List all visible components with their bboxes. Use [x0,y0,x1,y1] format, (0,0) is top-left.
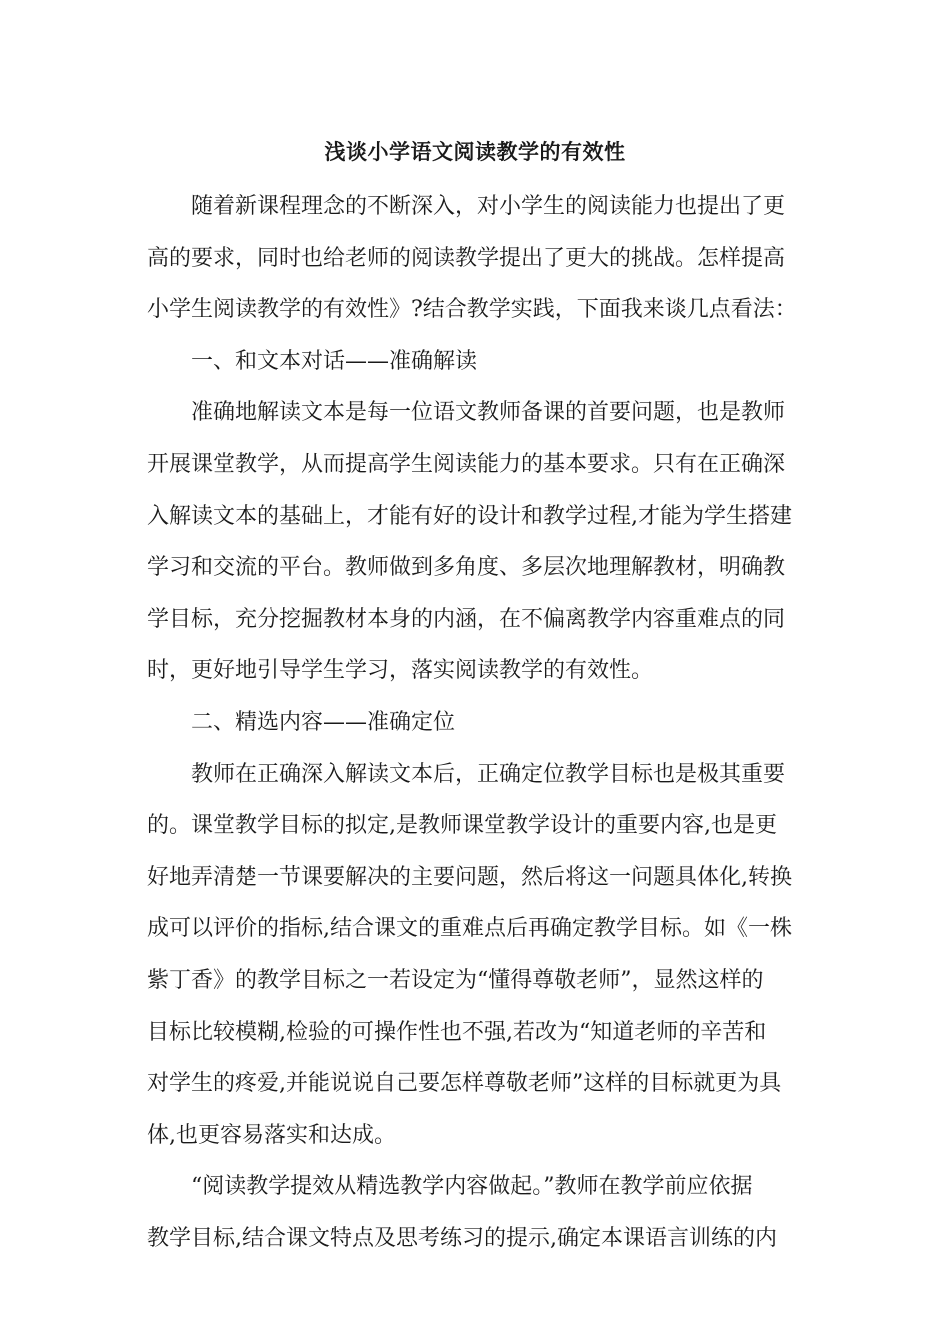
paragraph-line: 紫丁香》的教学目标之一若设定为“懂得尊敬老师”，显然这样的 [147,967,764,993]
paragraph-line: 教学目标,结合课文特点及思考练习的提示,确定本课语言训练的内 [147,1225,777,1251]
paragraph-line: 随着新课程理念的不断深入，对小学生的阅读能力也提出了更 [191,194,786,219]
paragraph-line: 小学生阅读教学的有效性》?结合教学实践，下面我来谈几点看法： [147,297,797,323]
paragraph-line: 高的要求，同时也给老师的阅读教学提出了更大的挑战。怎样提高 [147,245,786,271]
document-body [147,181,807,1264]
section-heading: 二、精选内容——准确定位 [191,709,456,735]
paragraph-line: 学习和交流的平台。教师做到多角度、多层次地理解教材，明确教 [147,555,786,581]
paragraph-line: 教师在正确深入解读文本后，正确定位教学目标也是极其重要 [191,761,786,787]
paragraph-line: 准确地解读文本是每一位语文教师备课的首要问题，也是教师 [191,400,786,426]
paragraph-line: 学目标，充分挖掘教材本身的内涵，在不偏离教学内容重难点的同 [147,606,786,632]
paragraph-line: 对学生的疼爱,并能说说自己要怎样尊敬老师”这样的目标就更为具 [147,1071,782,1097]
section-heading: 一、和文本对话——准确解读 [191,348,478,374]
paragraph-line: 时，更好地引导学生学习，落实阅读教学的有效性。 [147,658,654,684]
document-title: 浅谈小学语文阅读教学的有效性 [324,139,626,164]
paragraph-line: 开展课堂教学，从而提高学生阅读能力的基本要求。只有在正确深 [147,451,786,477]
paragraph-line: 目标比较模糊,检验的可操作性也不强,若改为“知道老师的辛苦和 [147,1019,767,1045]
paragraph-line: 的。课堂教学目标的拟定,是教师课堂教学设计的重要内容,也是更 [147,813,777,839]
paragraph-line: 入解读文本的基础上，才能有好的设计和教学过程,才能为学生搭建 [147,503,792,529]
paragraph-line: 体,也更容易落实和达成。 [147,1122,396,1148]
paragraph-line: 好地弄清楚一节课要解决的主要问题，然后将这一问题具体化,转换 [147,864,792,890]
paragraph-line: 成可以评价的指标,结合课文的重难点后再确定教学目标。如《一株 [147,916,792,942]
paragraph-line: “阅读教学提效从精选教学内容做起。”教师在教学前应依据 [191,1174,753,1200]
